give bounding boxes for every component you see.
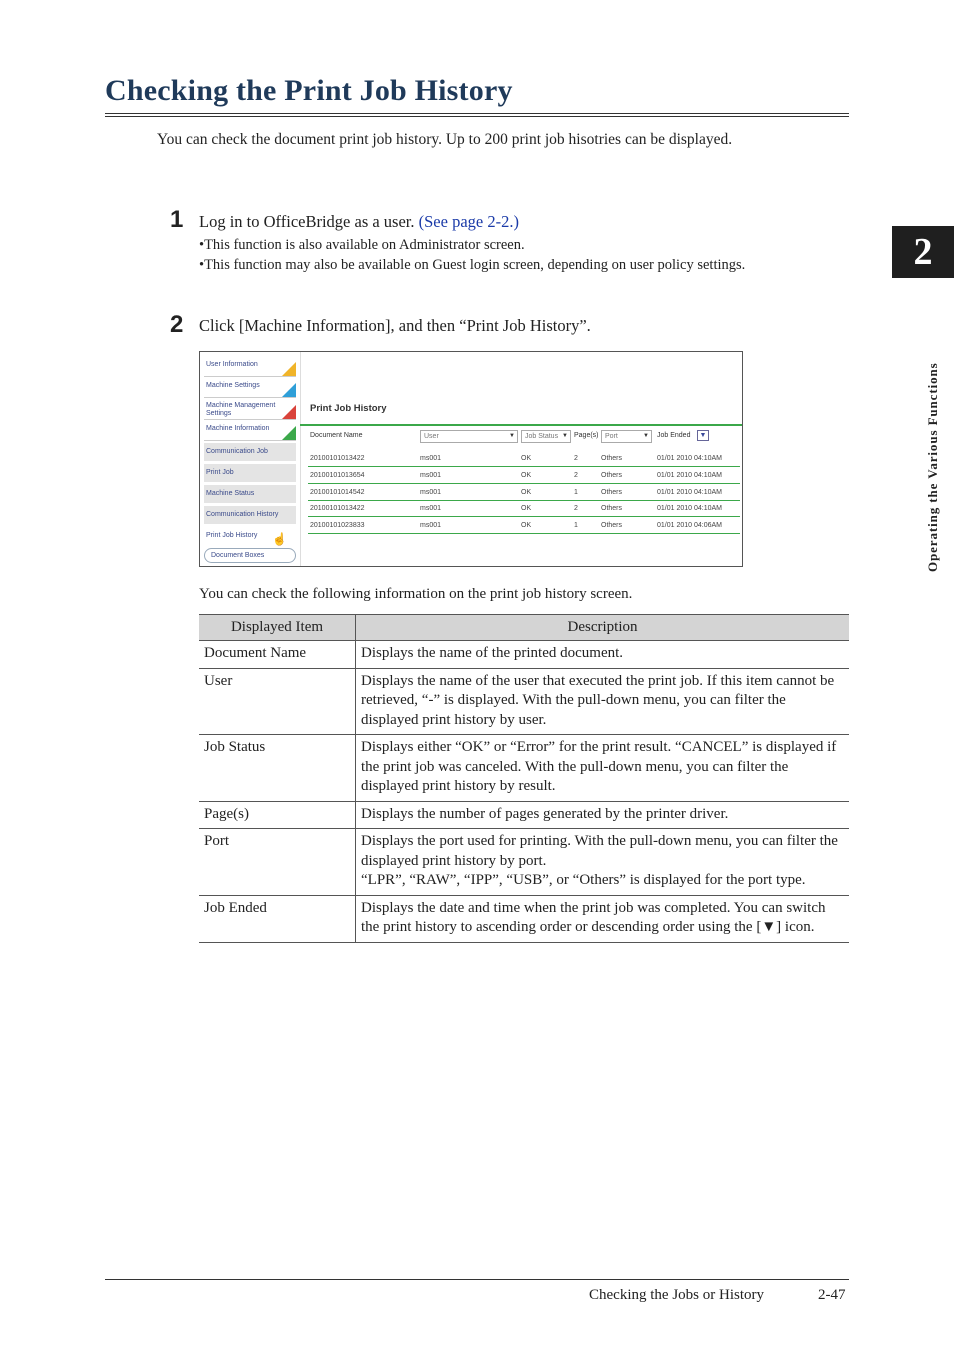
- row-cell: ms001: [420, 455, 442, 462]
- row-cell: 2: [574, 471, 578, 479]
- description-cell: Displays the number of pages generated by the printer driver.: [356, 801, 850, 829]
- description-cell: Displays the name of the user that executed the print job. If this item cannot be retrieved, “-” is displayed. With the pull-down menu, you can filter the displayed print history by user.: [356, 668, 850, 735]
- submenu-machine-status[interactable]: Machine Status: [204, 485, 296, 504]
- row-cell: 01/01 2010 04:06AM: [657, 522, 722, 530]
- port-filter-select[interactable]: Port ▼: [601, 430, 652, 443]
- row-cell: Others: [601, 455, 623, 462]
- row-cell: OK: [521, 488, 532, 496]
- step-1-bullet-2: •This function may also be available on Guest login screen, depending on user policy settings.: [199, 257, 746, 273]
- step-1-bullet-1: •This function is also available on Administrator screen.: [199, 237, 525, 253]
- dropdown-arrow-icon: ▼: [562, 433, 568, 439]
- row-cell: 01/01 2010 04:10AM: [657, 471, 722, 479]
- row-cell: Others: [601, 471, 623, 479]
- menu-user-information[interactable]: User Information: [204, 358, 296, 377]
- menu-machine-settings[interactable]: Machine Settings: [204, 379, 296, 398]
- chapter-side-label: Operating the Various Functions: [925, 362, 940, 572]
- table-row: [199, 829, 849, 896]
- table-row: [199, 668, 849, 735]
- row-cell: Others: [601, 522, 623, 530]
- footer-page-number: 2-47: [818, 1287, 846, 1303]
- description-cell: Displays the date and time when the print job was completed. You can switch the print history to ascending order or descending order using the [▼] icon.: [356, 895, 850, 942]
- table-row: [199, 801, 849, 829]
- hand-cursor-icon: ☝: [272, 532, 287, 546]
- row-divider: [308, 500, 740, 501]
- row-divider: [308, 516, 740, 517]
- footer-section: Checking the Jobs or History: [589, 1287, 764, 1303]
- row-cell: 20100101013422: [310, 455, 365, 462]
- row-cell: OK: [521, 455, 532, 462]
- see-page-link[interactable]: (See page 2-2.): [418, 212, 519, 231]
- title-underline: [300, 424, 742, 426]
- row-cell: OK: [521, 522, 532, 530]
- column-header-description: Description: [356, 615, 850, 641]
- screen-title: Print Job History: [310, 403, 387, 414]
- sort-toggle-icon[interactable]: ▼: [697, 430, 709, 441]
- step-2-text: Click [Machine Information], and then “Print Job History”.: [199, 316, 591, 335]
- row-cell: 2: [574, 505, 578, 513]
- footer-rule: [105, 1279, 849, 1280]
- row-cell: 20100101023833: [310, 522, 365, 530]
- print-job-history-screenshot: [199, 351, 743, 567]
- item-cell: Page(s): [199, 801, 356, 829]
- row-cell: 20100101013422: [310, 505, 365, 513]
- row-cell: OK: [521, 471, 532, 479]
- header-job-ended: Job Ended: [657, 432, 691, 439]
- menu-color-tab: [282, 405, 296, 419]
- menu-machine-information[interactable]: Machine Information: [204, 422, 296, 441]
- step-2-number: 2: [170, 311, 184, 338]
- row-cell: 20100101014542: [310, 488, 365, 496]
- row-divider: [308, 466, 740, 467]
- row-cell: ms001: [420, 471, 442, 479]
- document-boxes-button[interactable]: Document Boxes: [204, 548, 296, 563]
- menu-color-tab: [282, 383, 296, 397]
- description-cell: Displays the port used for printing. With the pull-down menu, you can filter the displayed print history by port. “LPR”, “RAW”, “IPP”, “USB”, or “Others” is displayed for the port type.: [356, 829, 850, 896]
- row-cell: ms001: [420, 488, 442, 496]
- table-row: [199, 895, 849, 942]
- description-cell: Displays either “OK” or “Error” for the print result. “CANCEL” is displayed if the print job was canceled. With the pull-down menu, you can filter the displayed print history by result.: [356, 735, 850, 802]
- submenu-communication-job[interactable]: Communication Job: [204, 443, 296, 462]
- title-rule: [105, 113, 849, 117]
- menu-machine-management-settings[interactable]: Machine Management Settings: [204, 400, 296, 420]
- item-cell: Document Name: [199, 641, 356, 669]
- row-cell: 01/01 2010 04:10AM: [657, 455, 722, 462]
- submenu-print-job-history[interactable]: Print Job History: [204, 527, 296, 546]
- description-table: [199, 614, 849, 943]
- job-status-filter-select[interactable]: Job Status ▼: [521, 430, 571, 443]
- column-header-item: Displayed Item: [199, 615, 356, 641]
- table-header-row: [199, 615, 849, 641]
- row-cell: 1: [574, 488, 578, 496]
- row-cell: 01/01 2010 04:10AM: [657, 505, 722, 513]
- item-cell: Job Ended: [199, 895, 356, 942]
- intro-text: You can check the document print job history. Up to 200 print job hisotries can be displayed.: [157, 131, 733, 148]
- row-cell: OK: [521, 505, 532, 513]
- dropdown-arrow-icon: ▼: [643, 433, 649, 439]
- row-cell: 2: [574, 455, 578, 462]
- menu-divider: [300, 352, 301, 566]
- menu-color-tab: [282, 426, 296, 440]
- submenu-print-job[interactable]: Print Job: [204, 464, 296, 483]
- header-document-name: Document Name: [310, 432, 363, 439]
- description-cell: Displays the name of the printed document.: [356, 641, 850, 669]
- page-title: Checking the Print Job History: [105, 74, 513, 107]
- step-1-text: [199, 212, 519, 232]
- menu-color-tab: [282, 362, 296, 376]
- chapter-tab: 2: [892, 226, 954, 278]
- row-cell: Others: [601, 488, 623, 496]
- table-row: [199, 735, 849, 802]
- submenu-communication-history[interactable]: Communication History: [204, 506, 296, 525]
- header-pages: Page(s): [574, 432, 599, 439]
- table-body: [199, 641, 849, 943]
- user-filter-select[interactable]: User ▼: [420, 430, 518, 443]
- item-cell: User: [199, 668, 356, 735]
- step-1-label: Log in to OfficeBridge as a user.: [199, 212, 419, 231]
- step-1-number: 1: [170, 206, 184, 233]
- row-cell: Others: [601, 505, 623, 513]
- row-cell: 20100101013654: [310, 471, 365, 479]
- item-cell: Port: [199, 829, 356, 896]
- row-divider: [308, 483, 740, 484]
- table-row: [199, 641, 849, 669]
- info-caption: You can check the following information on the print job history screen.: [199, 586, 633, 602]
- row-cell: ms001: [420, 505, 442, 513]
- row-divider: [308, 533, 740, 534]
- row-cell: ms001: [420, 522, 442, 530]
- item-cell: Job Status: [199, 735, 356, 802]
- dropdown-arrow-icon: ▼: [509, 433, 515, 439]
- row-cell: 1: [574, 522, 578, 530]
- row-cell: 01/01 2010 04:10AM: [657, 488, 722, 496]
